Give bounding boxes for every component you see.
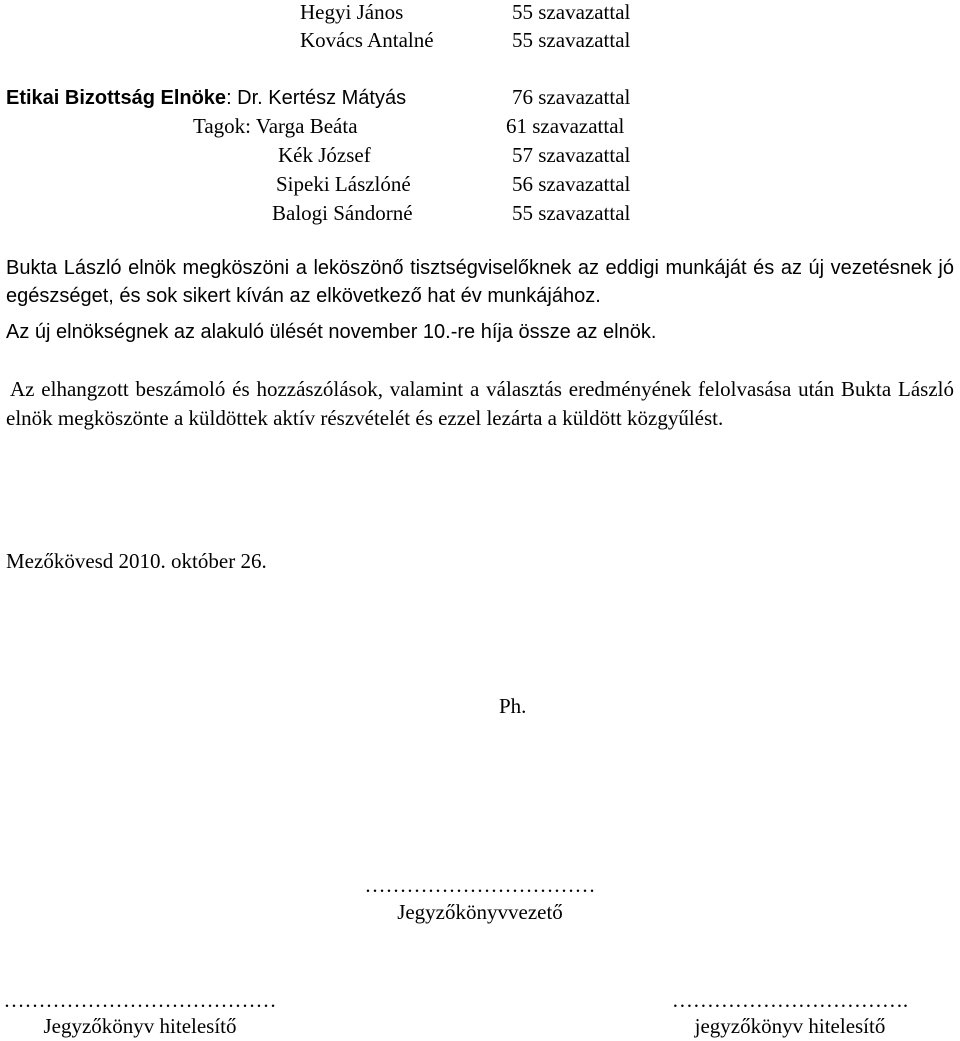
member-name: Kovács Antalné [300,28,434,52]
right-authenticator-signature-line: ……………………………. [671,988,909,1012]
member-votes: 55 szavazattal [512,0,631,24]
ethics-member-name: Tagok: Varga Beáta [193,114,358,138]
member-votes: 55 szavazattal [512,28,631,52]
place-date: Mezőkövesd 2010. október 26. [6,549,267,573]
ethics-member-name: Sipeki Lászlóné [276,172,411,196]
ethics-chair-line [6,83,406,113]
recorder-signature-line: …………………………… [364,873,596,897]
member-name: Hegyi János [300,0,404,24]
ethics-chair-label: Etikai Bizottság Elnöke [6,87,227,109]
closing-remarks-paragraph: Bukta László elnök megköszöni a leköszönő tisztségviselőknek az eddigi munkáját és az új vezetésnek jó egészséget, és sok sikert kíván az elkövetkező hat év munkájához. [6,257,954,307]
ethics-member-votes: 57 szavazattal [512,143,631,167]
left-authenticator-label: Jegyzőkönyv hitelesítő [43,1014,237,1038]
ethics-member-votes: 61 szavazattal [506,114,625,138]
summary-paragraph: Az elhangzott beszámoló és hozzászólások, valamint a választás eredményének felolvasása után Bukta László elnök megköszönte a küldöttek aktív részvételét és ezzel lezárta a küldött közgyűlést. [6,377,954,430]
ethics-member-votes: 55 szavazattal [512,201,631,225]
ethics-member-name: Balogi Sándorné [272,201,413,225]
ethics-chair-name: : Dr. Kertész Mátyás [226,87,407,109]
meeting-date-paragraph: Az új elnökségnek az alakuló ülését november 10.-re híja össze az elnök. [6,321,657,343]
left-authenticator-signature-line: ………………………………… [3,988,277,1012]
recorder-signature-label: Jegyzőkönyvvezető [397,900,563,924]
ethics-member-name: Kék József [278,143,371,167]
ethics-member-votes: 56 szavazattal [512,172,631,196]
ethics-chair-votes: 76 szavazattal [512,85,631,109]
right-authenticator-label: jegyzőkönyv hitelesítő [694,1014,886,1038]
stamp-label: Ph. [499,694,527,718]
